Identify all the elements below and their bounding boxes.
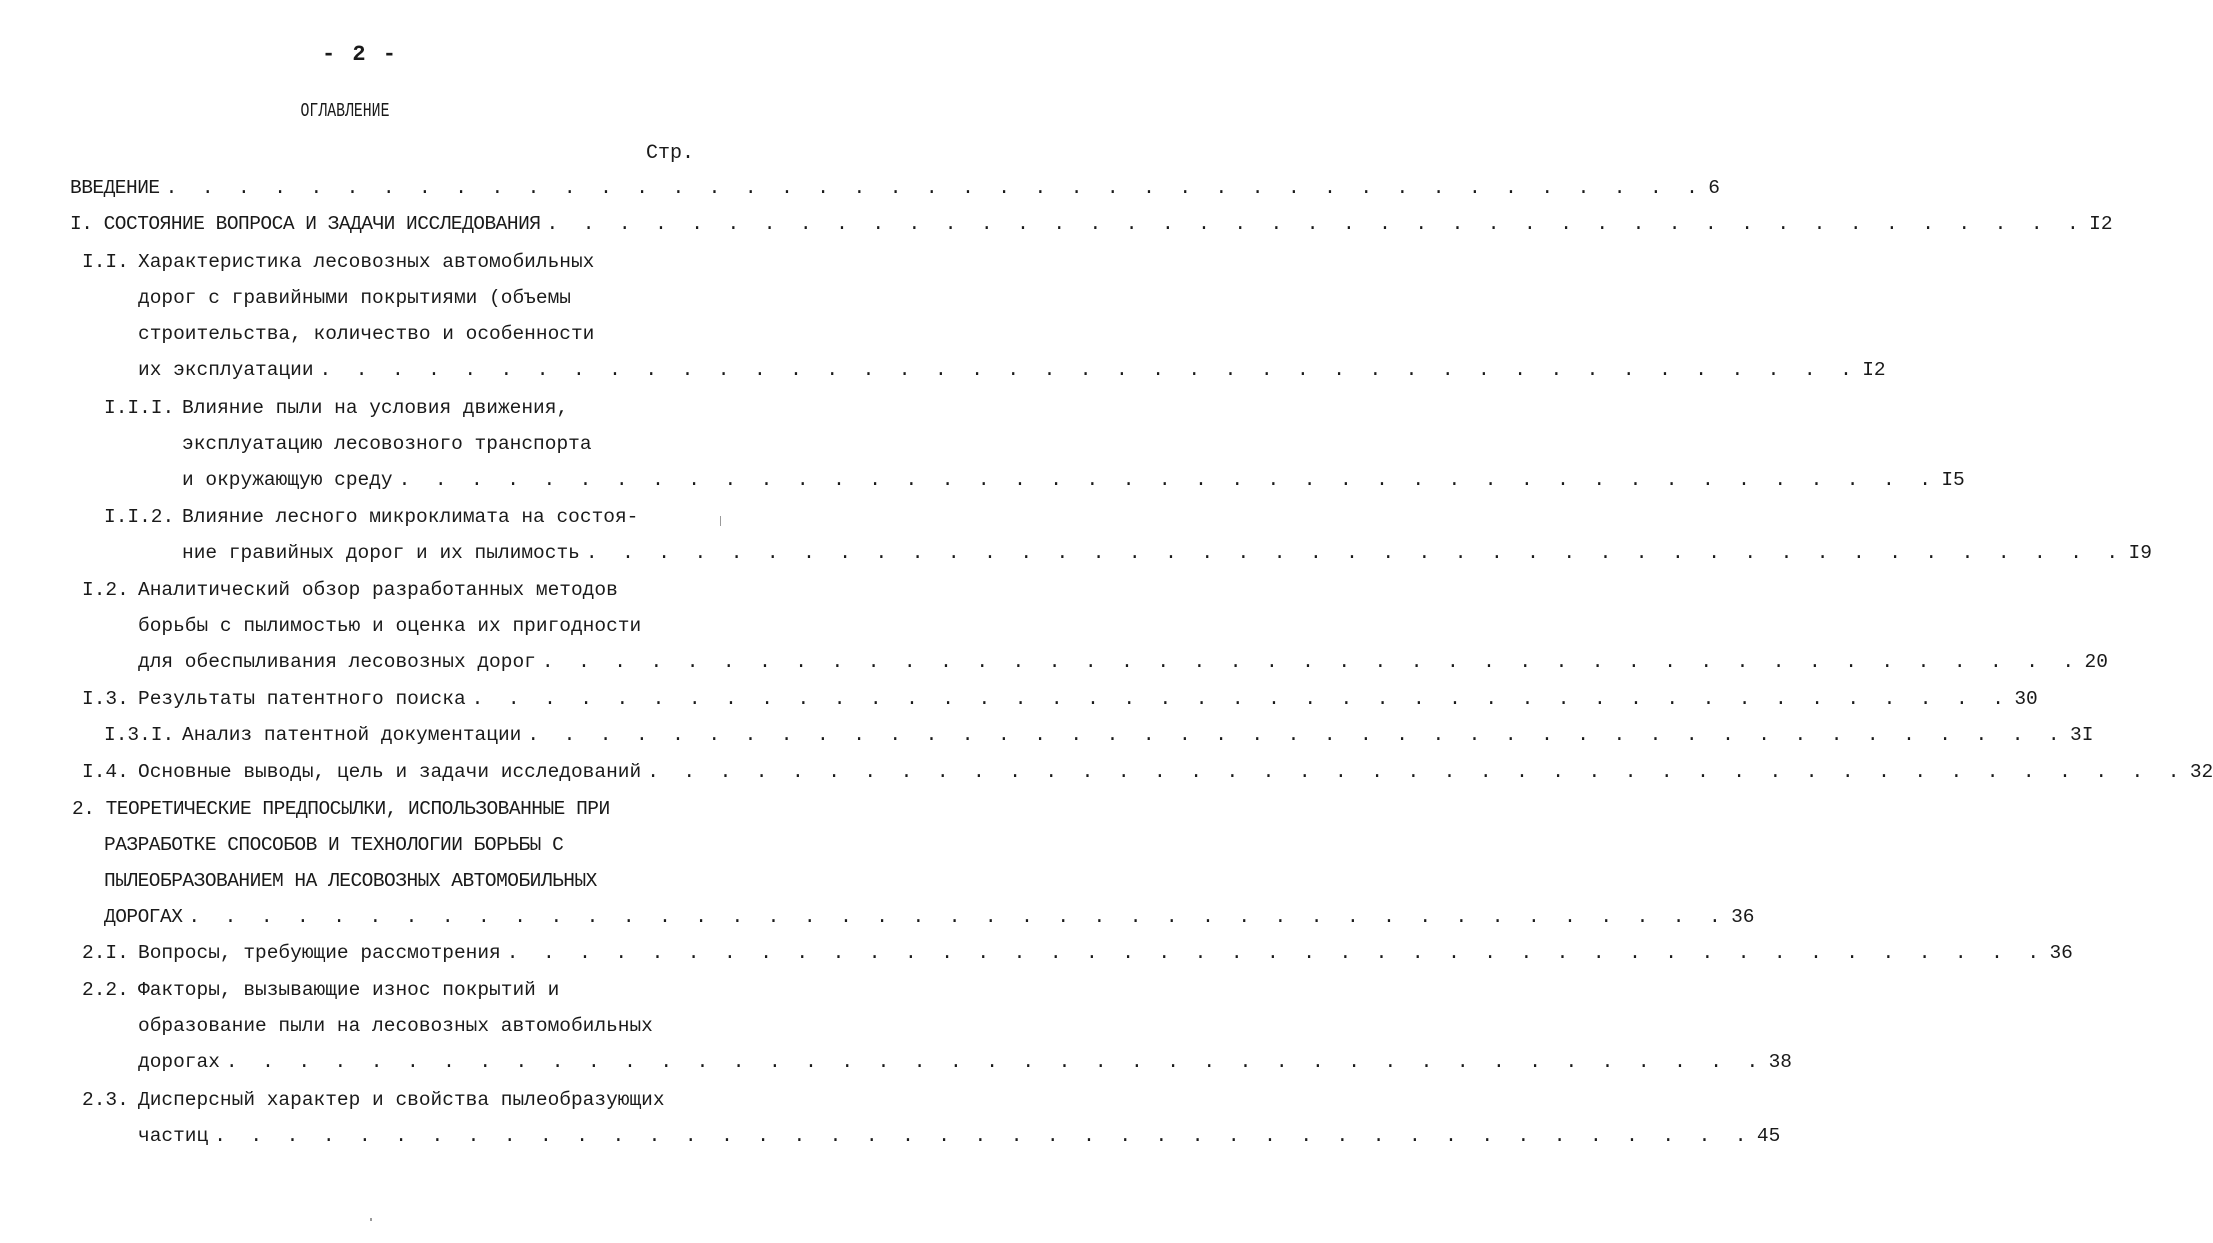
leader-dots: . . . . . . . . . . . . . . . . . . . . . . . . . . . . . . . . . . . . . . . . . . .: [398, 469, 1938, 491]
toc-entry-text: Дисперсный характер и свойства пылеобразующих: [138, 1089, 665, 1111]
toc-entry-number: 2.3.: [82, 1089, 129, 1111]
scan-artifact: [370, 1218, 372, 1221]
toc-entry-text: эксплуатацию лесовозного транспорта: [182, 433, 592, 455]
toc-entry-text: Влияние пыли на условия движения,: [182, 397, 569, 419]
toc-entry-section-1-4[interactable]: [138, 760, 2213, 784]
toc-entry-text: ВВЕДЕНИЕ: [70, 177, 160, 199]
toc-entry-text: дорог с гравийными покрытиями (объемы: [138, 287, 571, 309]
leader-dots: . . . . . . . . . . . . . . . . . . . . . . . . . . . . . . . . . . . . . . . . . . .: [527, 724, 2067, 746]
leader-dots: . . . . . . . . . . . . . . . . . . . . . . . . . . . . . . . . . . . . . . . . . . .: [585, 542, 2125, 564]
toc-page-number: I2: [2089, 213, 2113, 235]
toc-page-number: 20: [2084, 651, 2108, 673]
toc-entry-text: их эксплуатации: [138, 359, 314, 381]
leader-dots: . . . . . . . . . . . . . . . . . . . . . . . . . . . . . . . . . . . . . . . . . . .: [471, 688, 2011, 710]
toc-entry-number: 2.I.: [82, 942, 129, 964]
leader-dots: . . . . . . . . . . . . . . . . . . . . . . . . . . . . . . . . . . . . . . . . . . .: [546, 213, 2086, 235]
leader-dots: . . . . . . . . . . . . . . . . . . . . . . . . . . . . . . . . . . . . . . . . . . .: [188, 906, 1728, 928]
toc-entry-text: Результаты патентного поиска: [138, 688, 466, 710]
toc-entry-section-1-1[interactable]: [138, 358, 1886, 382]
toc-entry-section-1-2[interactable]: [138, 650, 2108, 674]
leader-dots: . . . . . . . . . . . . . . . . . . . . . . . . . . . . . . . . . . . . . . . . . . .: [319, 359, 1859, 381]
toc-page-number: I2: [1862, 359, 1886, 381]
toc-entry-text: РАЗРАБОТКЕ СПОСОБОВ И ТЕХНОЛОГИИ БОРЬБЫ С: [104, 834, 564, 856]
toc-entry-text: частиц: [138, 1125, 209, 1147]
toc-entry-number: I.2.: [82, 579, 129, 601]
toc-page-number: I9: [2128, 542, 2152, 564]
toc-entry-section-1-3-1[interactable]: [182, 723, 2094, 747]
toc-page-number: 38: [1768, 1051, 1792, 1073]
toc-page-number: 30: [2014, 688, 2038, 710]
toc-page-number: 45: [1756, 1125, 1781, 1147]
toc-page-number: 36: [2049, 942, 2073, 964]
page-number: - 2 -: [321, 42, 398, 67]
toc-entry-text: образование пыли на лесовозных автомобильных: [138, 1015, 653, 1037]
leader-dots: . . . . . . . . . . . . . . . . . . . . . . . . . . . . . . . . . . . . . . . . . . .: [506, 942, 2046, 964]
toc-entry-number: I.I.: [82, 251, 129, 273]
toc-page-number: I5: [1941, 469, 1965, 491]
toc-entry-number: I.I.2.: [104, 506, 175, 528]
toc-page-number: 36: [1731, 906, 1755, 928]
leader-dots: . . . . . . . . . . . . . . . . . . . . . . . . . . . . . . . . . . . . . . . . . . .: [225, 1051, 1765, 1073]
toc-entry-number: I.4.: [82, 761, 129, 783]
toc-entry-text: борьбы с пылимостью и оценка их пригодности: [138, 615, 642, 637]
toc-page-number: 32: [2189, 761, 2213, 783]
leader-dots: . . . . . . . . . . . . . . . . . . . . . . . . . . . . . . . . . . . . . . . . . . .: [165, 177, 1705, 199]
toc-entry-text: Анализ патентной документации: [182, 724, 522, 746]
toc-entry-section-2-3[interactable]: [138, 1124, 1781, 1148]
toc-entry-text: и окружающую среду: [182, 469, 393, 491]
toc-entry-number: 2.2.: [82, 979, 129, 1001]
page-title: ОГЛАВЛЕНИЕ: [300, 100, 390, 122]
toc-entry-section-1-3[interactable]: [138, 687, 2038, 711]
toc-entry-text: Влияние лесного микроклимата на состоя-: [182, 506, 639, 528]
toc-entry-chapter-2[interactable]: [104, 905, 1755, 929]
toc-entry-section-2-1[interactable]: [138, 941, 2073, 965]
toc-entry-section-1-1-1[interactable]: [182, 468, 1965, 492]
toc-entry-number: I.I.I.: [104, 397, 175, 419]
toc-entry-text: Характеристика лесовозных автомобильных: [138, 251, 595, 273]
toc-entry-text: ние гравийных дорог и их пылимость: [182, 542, 580, 564]
toc-entry-text: Основные выводы, цель и задачи исследований: [138, 761, 642, 783]
toc-entry-text: для обеспыливания лесовозных дорог: [138, 651, 536, 673]
toc-entry-section-2-2[interactable]: [138, 1050, 1792, 1074]
toc-entry-text: I. СОСТОЯНИЕ ВОПРОСА И ЗАДАЧИ ИССЛЕДОВАНИЯ: [70, 213, 541, 235]
leader-dots: . . . . . . . . . . . . . . . . . . . . . . . . . . . . . . . . . . . . . . . . . . .: [541, 651, 2081, 673]
toc-entry-text: строительства, количество и особенности: [138, 323, 595, 345]
toc-entry-text: Вопросы, требующие рассмотрения: [138, 942, 501, 964]
leader-dots: . . . . . . . . . . . . . . . . . . . . . . . . . . . . . . . . . . . . . . . . . . .: [214, 1125, 1753, 1147]
scan-artifact: [720, 516, 721, 526]
toc-entry-chapter-1[interactable]: [70, 212, 2113, 236]
toc-page-number: 3I: [2070, 724, 2094, 746]
toc-entry-intro[interactable]: [70, 176, 1720, 200]
toc-page-number: 6: [1708, 177, 1720, 199]
toc-entry-text: ПЫЛЕОБРАЗОВАНИЕМ НА ЛЕСОВОЗНЫХ АВТОМОБИЛЬНЫХ: [104, 870, 597, 892]
toc-entry-text: Аналитический обзор разработанных методов: [138, 579, 618, 601]
toc-entry-section-1-1-2[interactable]: [182, 541, 2152, 565]
page-column-label: Стр.: [645, 142, 694, 165]
leader-dots: . . . . . . . . . . . . . . . . . . . . . . . . . . . . . . . . . . . . . . . . . . .: [647, 761, 2186, 783]
toc-entry-text: 2. ТЕОРЕТИЧЕСКИЕ ПРЕДПОСЫЛКИ, ИСПОЛЬЗОВАННЫЕ ПРИ: [72, 798, 610, 820]
toc-entry-text: дорогах: [138, 1051, 220, 1073]
toc-entry-text: Факторы, вызывающие износ покрытий и: [138, 979, 560, 1001]
toc-entry-number: I.3.: [82, 688, 129, 710]
toc-entry-text: ДОРОГАХ: [104, 906, 183, 928]
toc-entry-number: I.3.I.: [104, 724, 175, 746]
